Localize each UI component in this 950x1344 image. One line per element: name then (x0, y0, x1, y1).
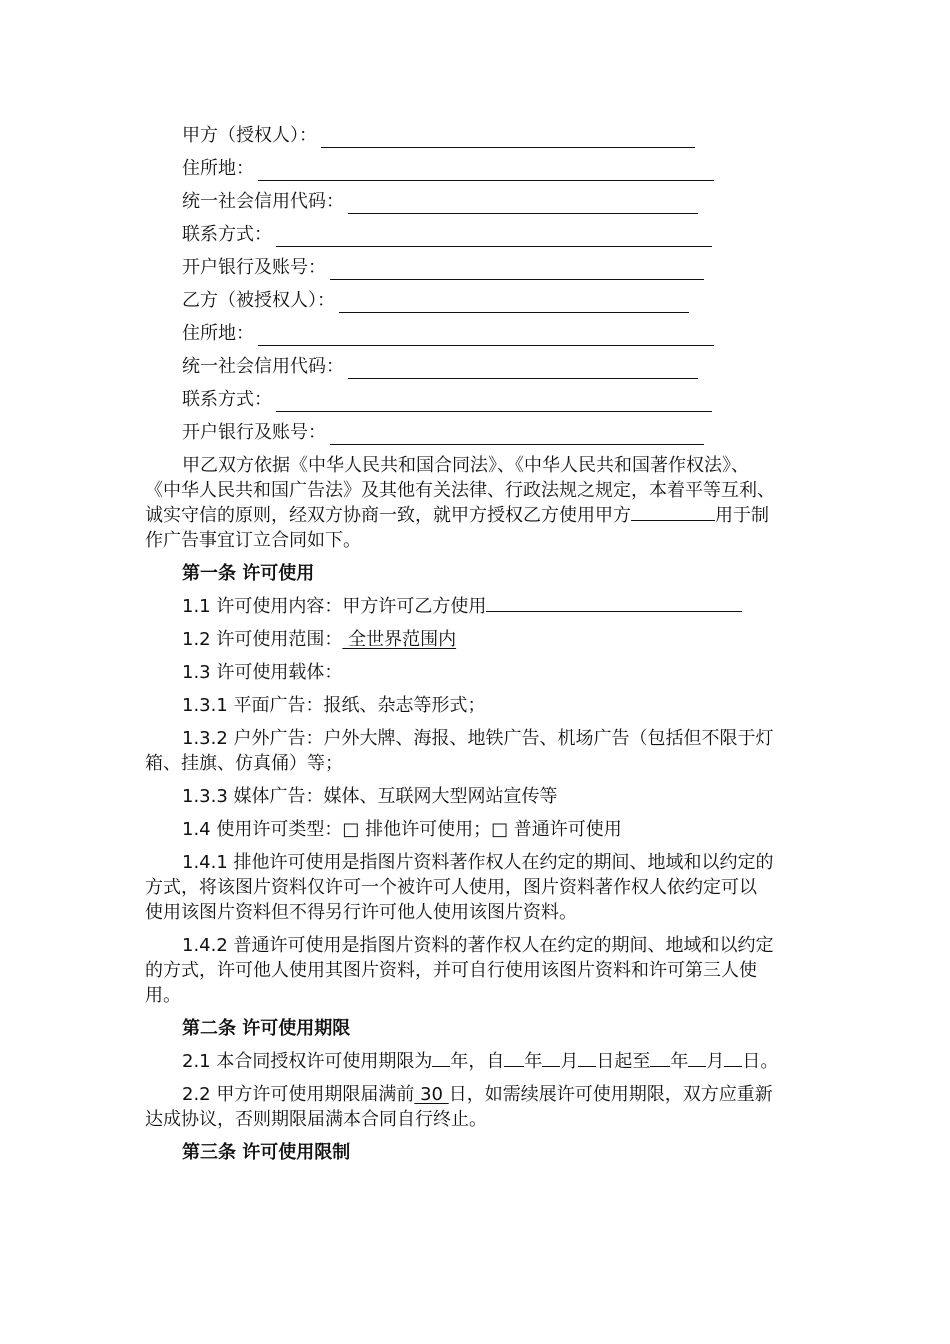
clause-text: 1.1 许可使用内容：甲方许可乙方使用 (182, 596, 487, 617)
party-field-label: 甲方（授权人）： (182, 125, 317, 146)
clause-2-1 (182, 1050, 778, 1074)
fill-blank[interactable] (650, 1050, 670, 1067)
fill-blank[interactable] (631, 504, 715, 521)
fill-blank[interactable] (578, 1050, 596, 1067)
party-field-label: 住所地： (182, 323, 254, 344)
clause-text: 年，自 (450, 1051, 505, 1072)
party-b-name-line (182, 289, 689, 313)
clause-1-4-2-cont: 用。 (145, 985, 181, 1006)
intro-line: 《中华人民共和国广告法》及其他有关法律、行政法规之规定，本着平等互利、 (145, 480, 775, 501)
party-field-label: 开户银行及账号： (182, 257, 326, 278)
fill-blank[interactable] (432, 1050, 450, 1067)
fill-blank[interactable] (504, 1050, 524, 1067)
clause-1-4-1-cont: 方式，将该图片资料仅许可一个被许可人使用，图片资料著作权人依约定可以 (145, 877, 757, 898)
clause-1-3-2: 1.3.2 户外广告：户外大牌、海报、地铁广告、机场广告（包括但不限于灯 (182, 728, 774, 749)
clause-text: 月 (560, 1051, 579, 1072)
party-field-label: 统一社会信用代码： (182, 191, 344, 212)
party-b-contact-line (182, 388, 712, 412)
clause-1-3-3: 1.3.3 媒体广告：媒体、互联网大型网站宣传等 (182, 786, 558, 807)
intro-line: 作广告事宜订立合同如下。 (145, 530, 361, 551)
clause-1-1 (182, 595, 742, 619)
clause-1-4-1-cont: 使用该图片资料但不得另行许可他人使用该图片资料。 (145, 902, 577, 923)
clause-1-2 (182, 628, 456, 652)
fill-blank[interactable] (542, 1050, 560, 1067)
article-2-heading: 第二条 许可使用期限 (182, 1018, 351, 1039)
intro-line: 甲乙双方依据《中华人民共和国合同法》、《中华人民共和国著作权法》、 (182, 455, 749, 476)
clause-text: 日起至 (596, 1051, 651, 1072)
article-3-heading: 第三条 许可使用限制 (182, 1142, 351, 1163)
fill-blank[interactable] (321, 130, 695, 148)
fill-blank[interactable] (276, 394, 712, 412)
clause-1-3: 1.3 许可使用载体： (182, 662, 343, 683)
clause-text: 2.1 本合同授权许可使用期限为 (182, 1051, 433, 1072)
clause-2-2-cont: 达成协议，否则期限届满本合同自行终止。 (145, 1109, 487, 1130)
article-1-heading: 第一条 许可使用 (182, 563, 315, 584)
usage-scope-value: 全世界范围内 (342, 629, 457, 650)
fill-blank[interactable] (330, 427, 704, 445)
party-field-label: 住所地： (182, 158, 254, 179)
clause-text: 日。 (742, 1051, 779, 1072)
fill-blank[interactable] (258, 328, 714, 346)
clause-1-3-2-cont: 箱、挂旗、仿真俑）等； (145, 753, 343, 774)
clause-1-3-1: 1.3.1 平面广告：报纸、杂志等形式； (182, 695, 486, 716)
party-b-credit-code-line (182, 355, 698, 379)
clause-text: 月 (706, 1051, 725, 1072)
party-b-address-line (182, 322, 714, 346)
clause-text: 年 (524, 1051, 543, 1072)
party-a-bank-line (182, 256, 704, 280)
fill-blank[interactable] (258, 163, 714, 181)
intro-text: 诚实守信的原则，经双方协商一致，就甲方授权乙方使用甲方 (145, 505, 631, 526)
party-a-credit-code-line (182, 190, 698, 214)
fill-blank[interactable] (688, 1050, 706, 1067)
party-b-bank-line (182, 421, 704, 445)
clause-text: 2.2 甲方许可使用期限届满前 (182, 1084, 415, 1105)
intro-line (145, 504, 769, 528)
days-value: 30 (414, 1084, 449, 1105)
party-field-label: 联系方式： (182, 389, 272, 410)
clause-1-4-1: 1.4.1 排他许可使用是指图片资料著作权人在约定的期间、地域和以约定的 (182, 852, 774, 873)
fill-blank[interactable] (348, 361, 698, 379)
clause-1-4-license-type: 1.4 使用许可类型：□ 排他许可使用；□ 普通许可使用 (182, 819, 622, 840)
party-field-label: 开户银行及账号： (182, 422, 326, 443)
fill-blank[interactable] (724, 1050, 742, 1067)
fill-blank[interactable] (348, 196, 698, 214)
party-a-contact-line (182, 223, 712, 247)
intro-text: 用于制 (715, 505, 769, 526)
fill-blank[interactable] (330, 262, 704, 280)
fill-blank[interactable] (339, 295, 689, 313)
party-a-name-line (182, 124, 695, 148)
clause-text: 年 (670, 1051, 689, 1072)
party-field-label: 统一社会信用代码： (182, 356, 344, 377)
party-field-label: 乙方（被授权人）： (182, 290, 335, 311)
fill-blank[interactable] (276, 229, 712, 247)
clause-text: 1.2 许可使用范围： (182, 629, 343, 650)
clause-1-4-2-cont: 的方式，许可他人使用其图片资料，并可自行使用该图片资料和许可第三人使 (145, 960, 757, 981)
party-field-label: 联系方式： (182, 224, 272, 245)
party-a-address-line (182, 157, 714, 181)
clause-text: 日，如需续展许可使用期限，双方应重新 (448, 1084, 773, 1105)
clause-2-2 (182, 1083, 773, 1107)
fill-blank[interactable] (486, 595, 742, 612)
clause-1-4-2: 1.4.2 普通许可使用是指图片资料的著作权人在约定的期间、地域和以约定 (182, 935, 774, 956)
